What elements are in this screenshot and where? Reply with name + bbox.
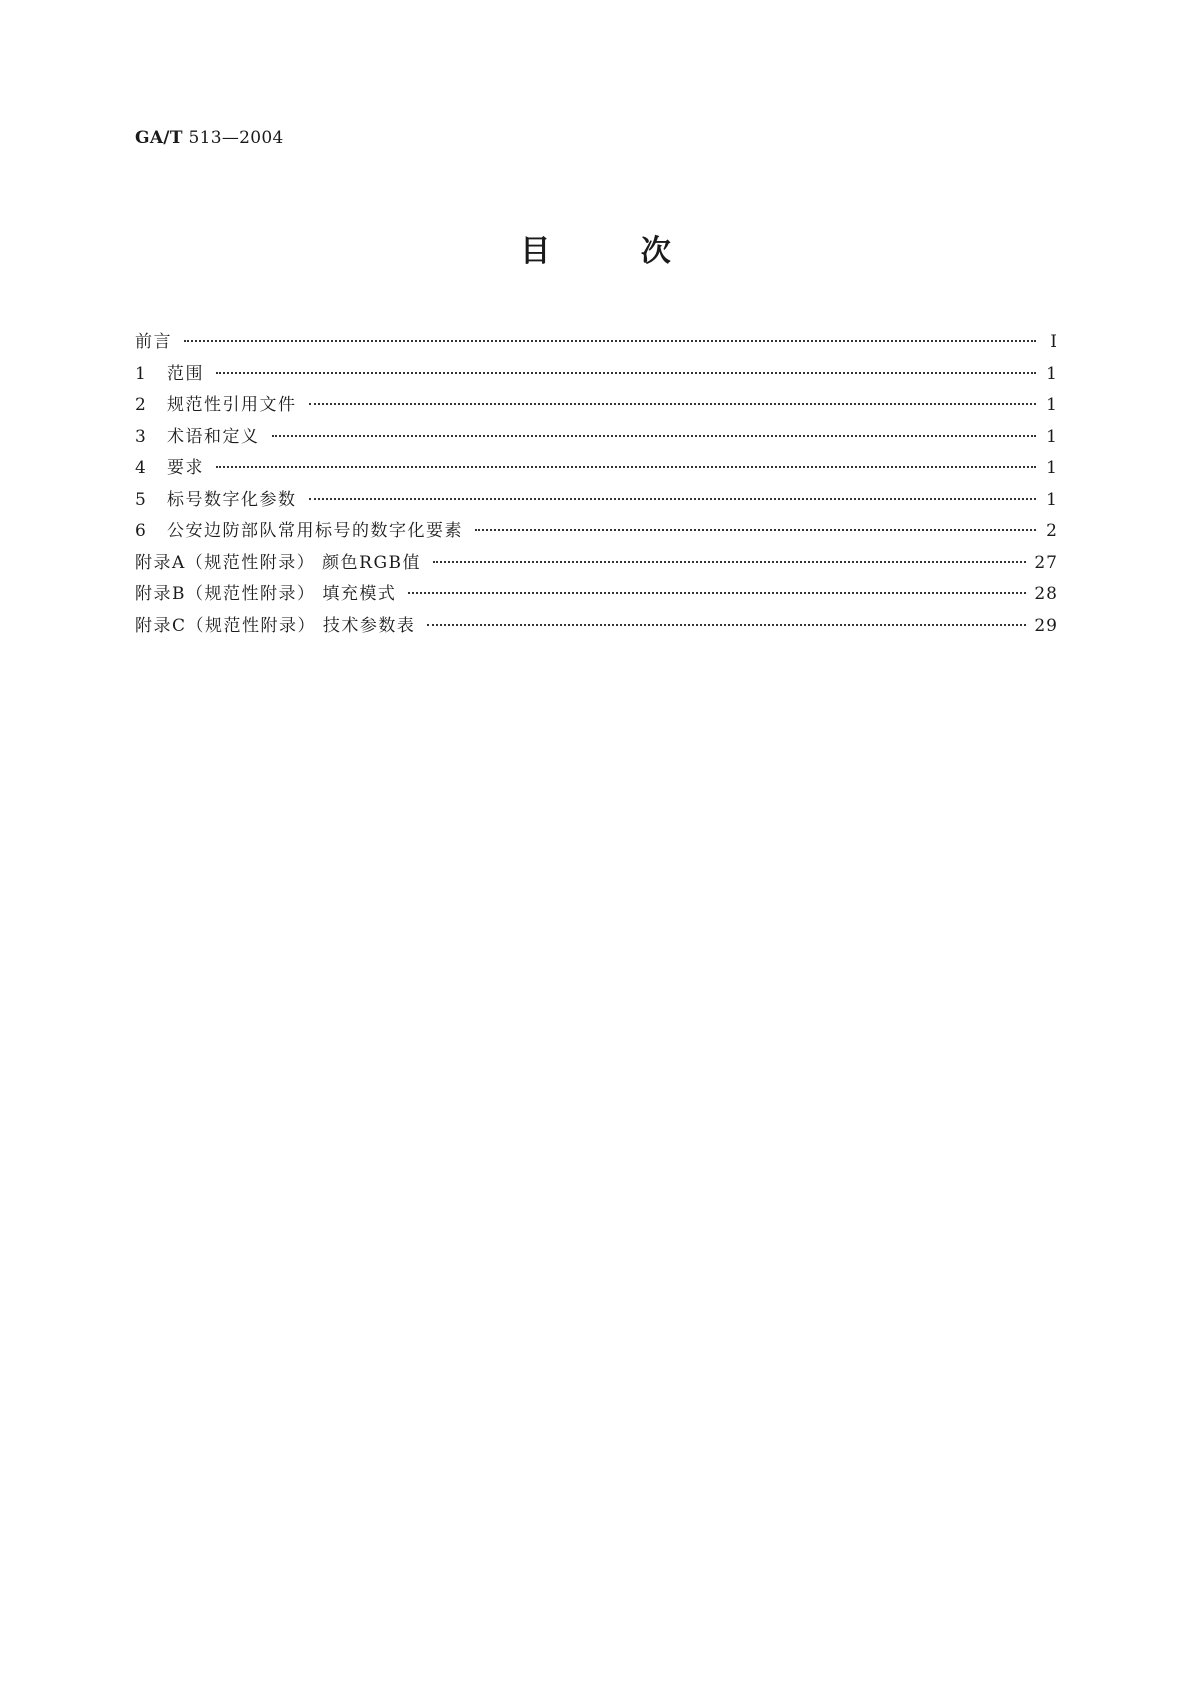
toc-entry-number: 5: [135, 489, 148, 510]
toc-entry-scope[interactable]: [135, 359, 1058, 391]
toc-entry-terms-definitions[interactable]: [135, 422, 1058, 454]
toc-entry-page: 29: [1034, 615, 1058, 636]
toc-entry-annex-a[interactable]: [135, 548, 1058, 580]
toc-leader-dots: [408, 592, 1026, 594]
toc-entry-number: 6: [135, 521, 148, 541]
document-code-prefix: GA/T: [135, 128, 183, 148]
toc-entry-annex-b[interactable]: [135, 579, 1058, 611]
toc-entry-page: 1: [1046, 458, 1058, 478]
document-code-number: 513—2004: [188, 128, 284, 148]
toc-leader-dots: [475, 529, 1036, 531]
toc-entry-page: 1: [1046, 489, 1058, 510]
toc-entry-digitization-parameters[interactable]: [135, 485, 1058, 517]
toc-entry-label: 附录C（规范性附录） 技术参数表: [135, 615, 416, 636]
toc-entry-label: 要求: [167, 458, 204, 478]
toc-entry-page: 2: [1046, 521, 1058, 541]
toc-entry-annex-c[interactable]: [135, 611, 1058, 643]
toc-leader-dots: [427, 624, 1026, 626]
toc-entry-label: 前言: [135, 332, 172, 352]
toc-leader-dots: [433, 561, 1026, 563]
toc-entry-page: 28: [1034, 584, 1058, 604]
toc-entry-number: 2: [135, 395, 148, 415]
toc-entry-number: 3: [135, 426, 148, 447]
toc-entry-label: 标号数字化参数: [167, 489, 297, 510]
toc-entry-label: 术语和定义: [167, 426, 260, 447]
toc-entry-normative-references[interactable]: [135, 390, 1058, 422]
toc-leader-dots: [272, 435, 1037, 437]
toc-entry-requirements[interactable]: [135, 453, 1058, 485]
toc-leader-dots: [184, 340, 1036, 342]
document-code: [135, 128, 284, 148]
toc-entry-number: 4: [135, 458, 148, 478]
toc-leader-dots: [216, 372, 1036, 374]
toc-entry-page: 1: [1046, 395, 1058, 415]
toc-entry-label: 范围: [167, 363, 204, 384]
table-of-contents: [135, 327, 1058, 642]
toc-entry-number: 1: [135, 363, 148, 384]
toc-entry-label: 附录A（规范性附录） 颜色RGB值: [135, 552, 422, 573]
toc-entry-page: 27: [1034, 552, 1058, 573]
toc-leader-dots: [309, 498, 1037, 500]
toc-entry-foreword[interactable]: [135, 327, 1058, 359]
toc-leader-dots: [309, 403, 1037, 405]
toc-entry-label: 公安边防部队常用标号的数字化要素: [167, 521, 463, 541]
toc-leader-dots: [216, 466, 1036, 468]
toc-entry-page: 1: [1046, 426, 1058, 447]
toc-entry-label: 附录B（规范性附录） 填充模式: [135, 584, 397, 604]
toc-entry-digitization-elements[interactable]: [135, 516, 1058, 548]
toc-entry-label: 规范性引用文件: [167, 395, 297, 415]
toc-entry-page: I: [1050, 332, 1058, 352]
toc-title: 目 次: [520, 234, 711, 269]
toc-entry-page: 1: [1046, 363, 1058, 384]
